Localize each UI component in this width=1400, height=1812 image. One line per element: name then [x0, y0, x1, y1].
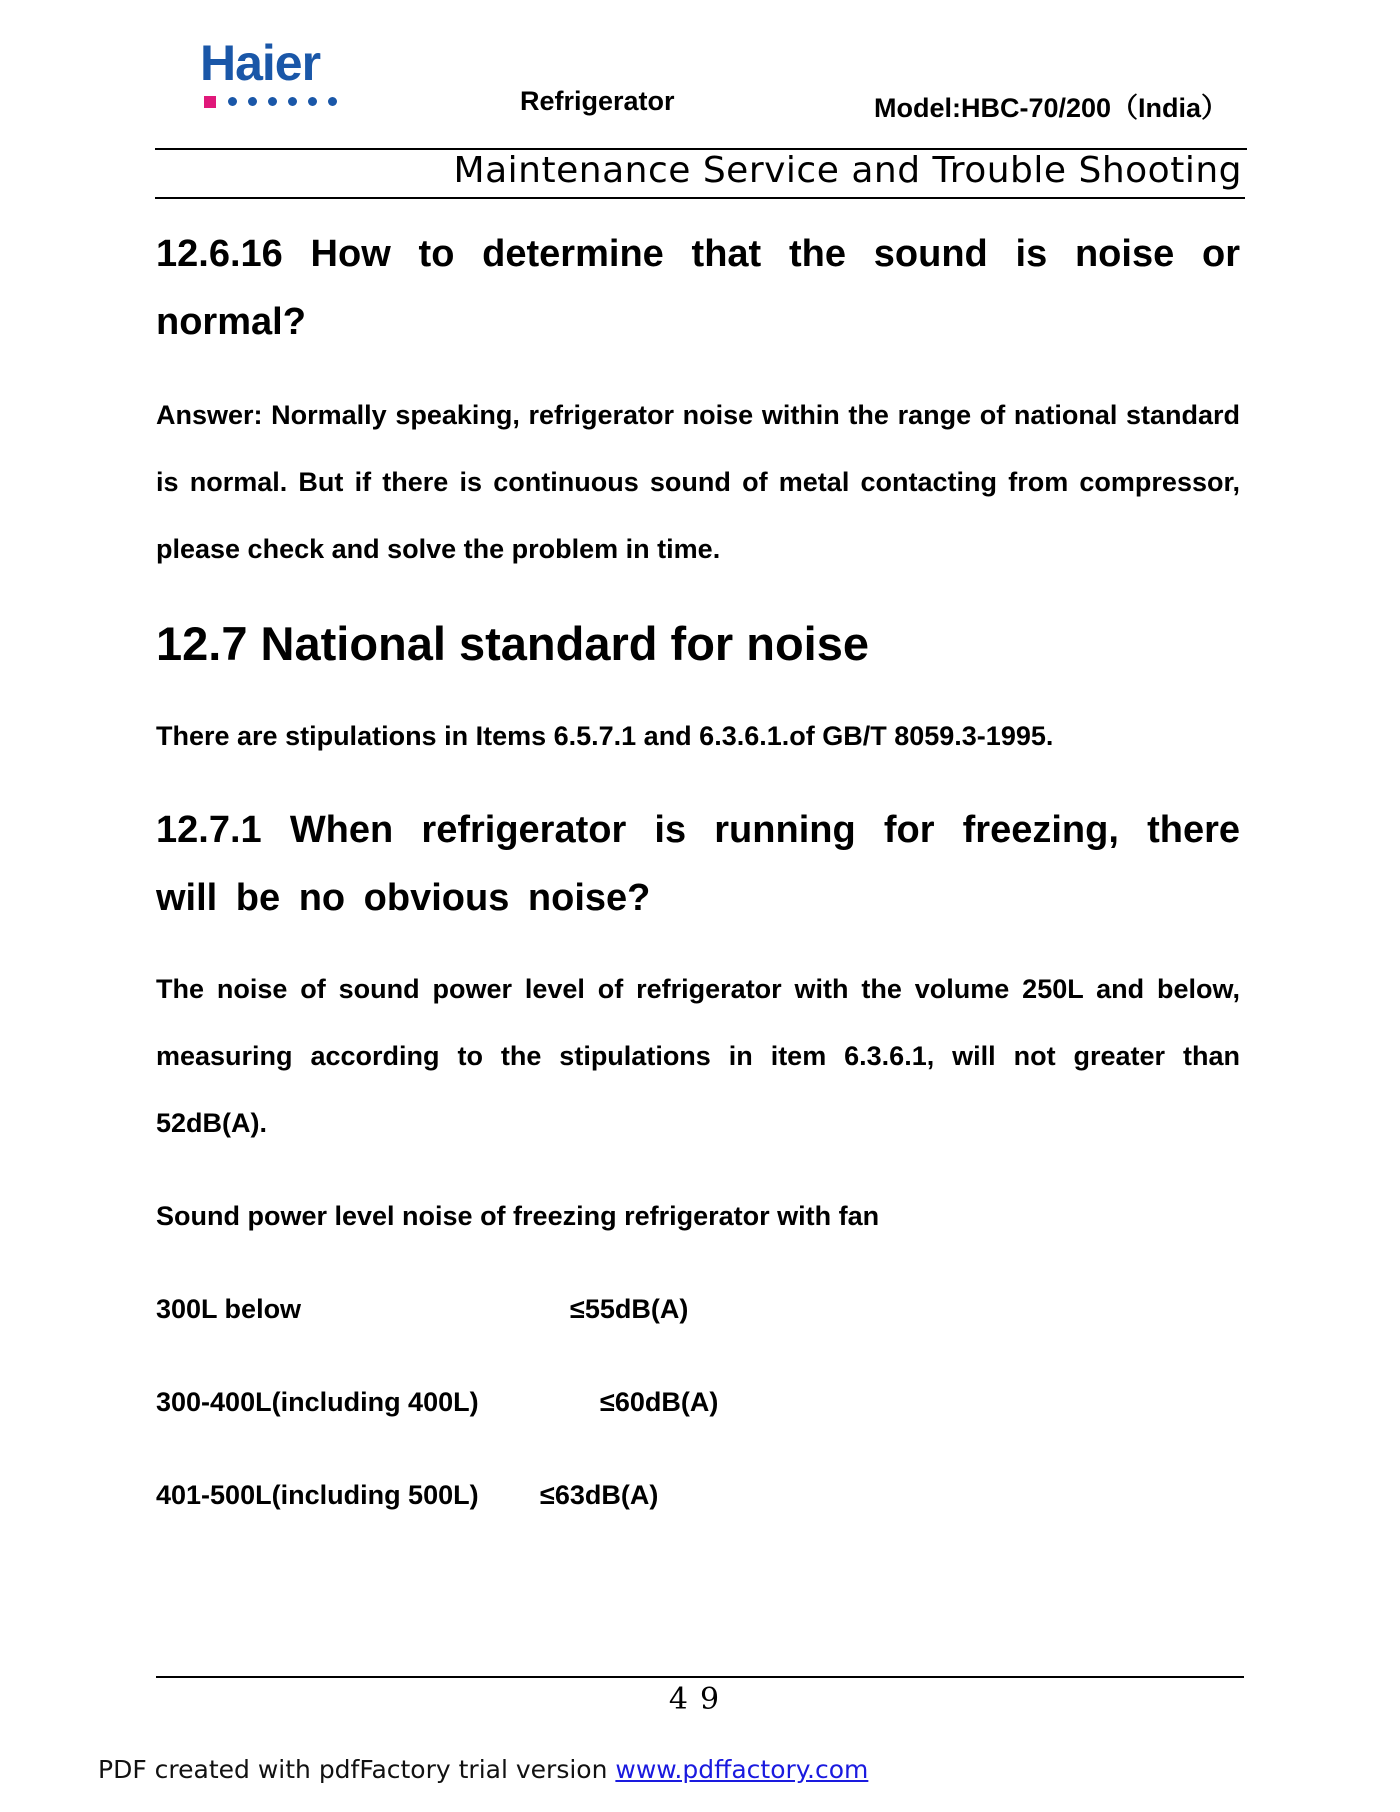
heading-12-7: 12.7 National standard for noise — [156, 617, 870, 670]
limit-value: ≤55dB(A) — [570, 1294, 689, 1324]
limit-row — [156, 1477, 1240, 1513]
header-product: Refrigerator — [520, 86, 675, 116]
pdf-footer — [98, 1755, 868, 1784]
heading-12-7-1: 12.7.1 When refrigerator is running for freezing, there will be no obvious noise? — [156, 809, 1240, 919]
header-section-title: Maintenance Service and Trouble Shooting — [453, 150, 1242, 191]
footer-rule — [156, 1676, 1244, 1678]
footer-link[interactable]: www.pdffactory.com — [615, 1755, 869, 1784]
footer-prefix: PDF created with pdfFactory trial version — [98, 1755, 616, 1784]
limit-volume: 300L below — [156, 1294, 302, 1324]
limit-row — [156, 1384, 1240, 1420]
intro-12-7: There are stipulations in Items 6.5.7.1 and 6.3.6.1.of GB/T 8059.3-1995. — [156, 721, 1054, 751]
list-title: Sound power level noise of freezing refrigerator with fan — [156, 1201, 880, 1231]
limit-row — [156, 1291, 1240, 1327]
answer-12-6-16: Answer: Normally speaking, refrigerator noise within the range of national standard is normal. But if there is continuous sound of metal contacting from compressor, please check and solve the problem in time. — [156, 400, 1240, 564]
limit-value: ≤63dB(A) — [540, 1480, 659, 1510]
haier-logo: Haier — [200, 35, 321, 91]
header-rule-bottom — [155, 197, 1245, 199]
limit-volume: 401-500L(including 500L) — [156, 1480, 479, 1510]
limit-volume: 300-400L(including 400L) — [156, 1387, 479, 1417]
body-12-7-1: The noise of sound power level of refrigerator with the volume 250L and below, measuring according to the stipulations in item 6.3.6.1, will not greater than 52dB(A). — [156, 974, 1240, 1138]
heading-12-6-16: 12.6.16 How to determine that the sound is noise or normal? — [156, 233, 1240, 343]
page-number: 49 — [668, 1682, 732, 1717]
limit-value: ≤60dB(A) — [600, 1387, 719, 1417]
header-model: Model:HBC-70/200（India） — [874, 93, 1229, 123]
